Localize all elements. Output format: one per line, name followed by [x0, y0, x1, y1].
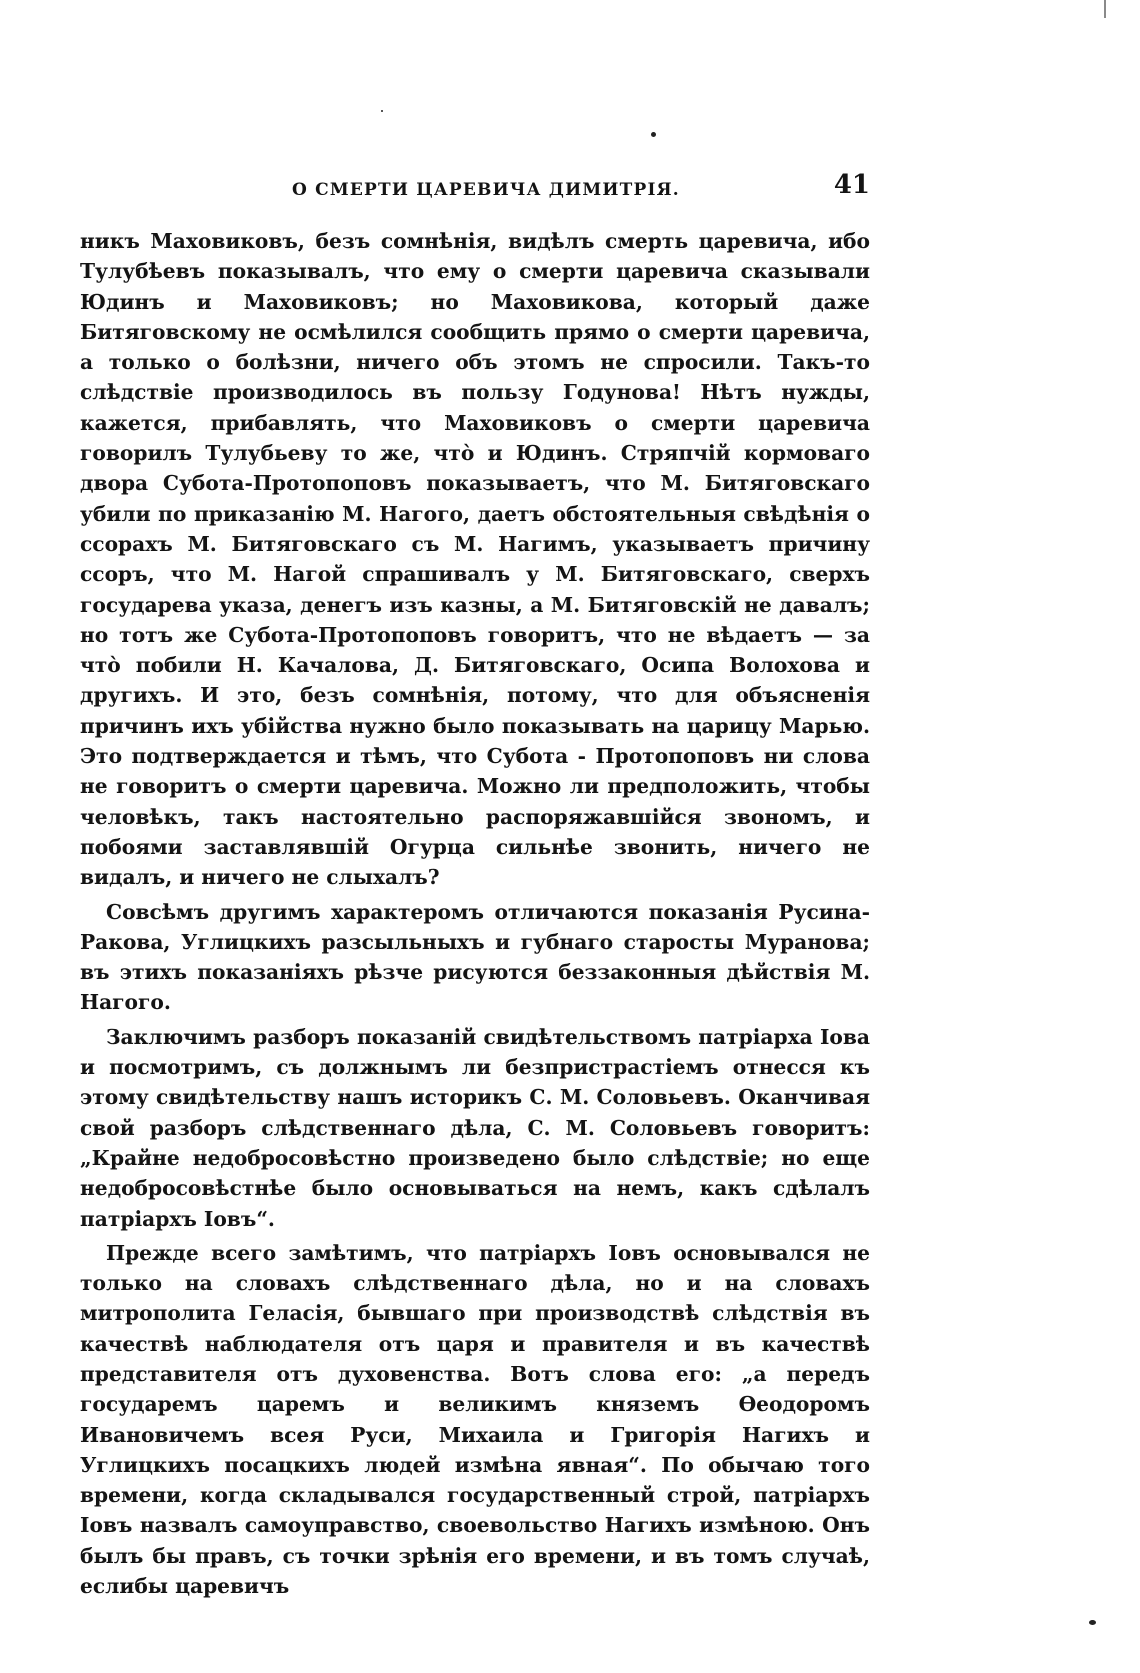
page-number: 41 — [833, 170, 870, 200]
paragraph-continued: никъ Маховиковъ, безъ сомнѣнія, видѣлъ смерть царевича, ибо Тулубѣевъ показывалъ, что ему о смерти царевича сказывали Юдинъ и Маховиковъ; но Маховикова, который даже Битяговскому не осмѣлился сообщить прямо о смерти царевича, а только о болѣзни, ничего объ этомъ не спросили. Такъ-то слѣдствіе производилось въ пользу Годунова! Нѣтъ нужды, кажется, прибавлять, что Маховиковъ о смерти царевича говорилъ Тулубьеву то же, что̀ и Юдинъ. Стряпчій кормоваго двора Субота-Протопоповъ показываетъ, что М. Битяговскаго убили по приказанію М. Нагого, даетъ обстоятельныя свѣдѣнія о ссорахъ М. Битяговскаго съ М. Нагимъ, указываетъ причину ссоръ, что М. Нагой спрашивалъ у М. Битяговскаго, сверхъ государева указа, денегъ изъ казны, а М. Битяговскій не давалъ; но тотъ же Субота-Протопоповъ говоритъ, что не вѣдаетъ — за что̀ побили Н. Качалова, Д. Битяговскаго, Осипа Волохова и другихъ. И это, безъ сомнѣнія, потому, что для объясненія причинъ ихъ убійства нужно было показывать на царицу Марью. Это подтверждается и тѣмъ, что Субота - Протопоповъ ни слова не говоритъ о смерти царевича. Можно ли предположить, чтобы человѣкъ, такъ настоятельно распоряжавшійся звономъ, и побоями заставлявшій Огурца сильнѣе звонить, ничего не видалъ, и ничего не слыхалъ? — [80, 229, 870, 890]
paragraph: Совсѣмъ другимъ характеромъ отличаются показанія Русина-Ракова, Углицкихъ разсыльныхъ и губнаго старосты Муранова; въ этихъ показаніяхъ рѣзче рисуются беззаконныя дѣйствія М. Нагого. — [80, 899, 870, 1015]
body-text — [80, 226, 870, 1601]
ink-speck — [1089, 1620, 1096, 1625]
ink-speck — [381, 110, 383, 112]
paragraph: Заключимъ разборъ показаній свидѣтельствомъ патріарха Іова и посмотримъ, съ должнымъ ли безпристрастіемъ отнесся къ этому свидѣтельству нашъ историкъ С. М. Соловьевъ. Оканчивая свой разборъ слѣдственнаго дѣла, С. М. Соловьевъ говоритъ: „Крайне недобросовѣстно произведено было слѣдствіе; но еще недобросовѣстнѣе было основываться на немъ, какъ сдѣлалъ патріархъ Іовъ“. — [80, 1024, 870, 1231]
running-title: О СМЕРТИ ЦАРЕВИЧА ДИМИТРІЯ. — [292, 180, 680, 200]
ink-speck — [651, 132, 656, 137]
page-edge-mark — [1104, 0, 1106, 18]
page-header — [80, 170, 870, 214]
paragraph: Прежде всего замѣтимъ, что патріархъ Іовъ основывался не только на словахъ слѣдственнаго дѣла, но и на словахъ митрополита Геласія, бывшаго при производствѣ слѣдствія въ качествѣ наблюдателя отъ царя и правителя и въ качествѣ представителя отъ духовенства. Вотъ слова его: „а передъ государемъ царемъ и великимъ княземъ Ѳеодоромъ Ивановичемъ всея Руси, Михаила и Григорія Нагихъ и Углицкихъ посацкихъ людей измѣна явная“. По обычаю того времени, когда складывался государственный строй, патріархъ Іовъ назвалъ самоуправство, своевольство Нагихъ измѣною. Онъ былъ бы правъ, съ точки зрѣнія его времени, и въ томъ случаѣ, еслибы царевичъ — [80, 1240, 870, 1599]
